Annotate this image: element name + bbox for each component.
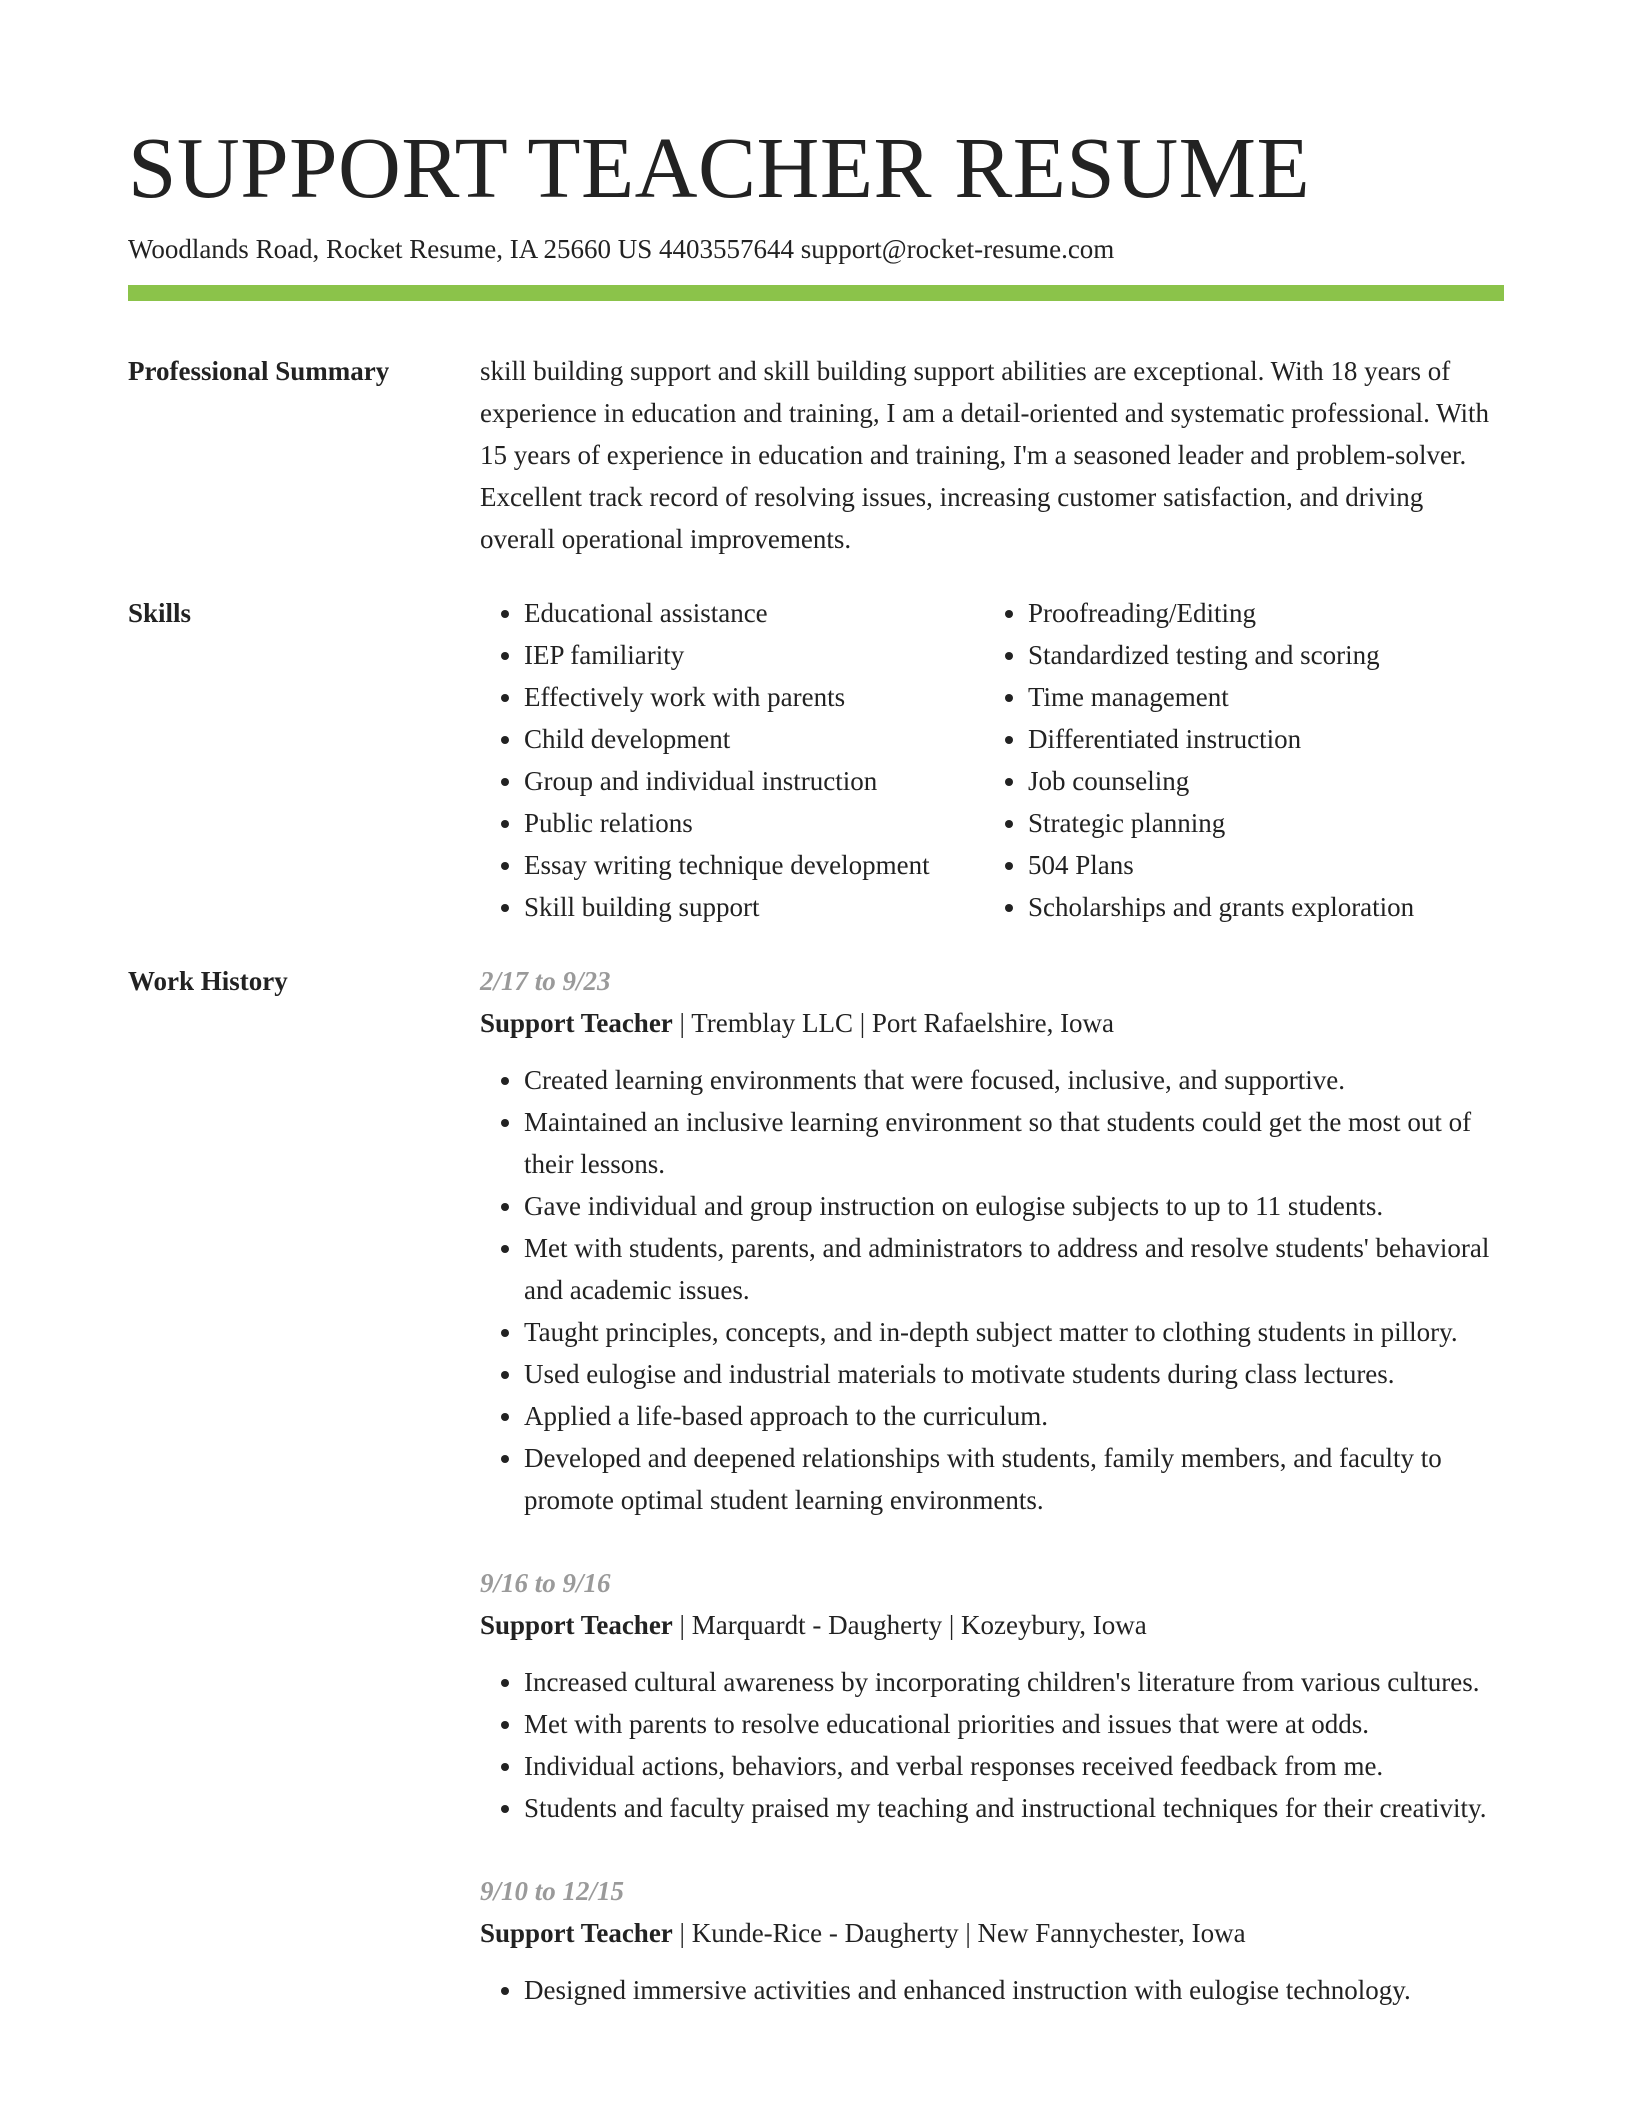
job-entry: [480, 1562, 1504, 1829]
duty-item: • Taught principles, concepts, and in-depth subject matter to clothing students in pillory.: [524, 1311, 1504, 1353]
skills-list-left: [480, 592, 984, 928]
work-history-body: [480, 960, 1504, 2011]
job-dates: 9/10 to 12/15: [480, 1876, 625, 1906]
job-details: | Marquardt - Daugherty | Kozeybury, Iowa: [672, 1610, 1147, 1640]
skill-item: • Educational assistance: [524, 592, 984, 634]
skill-item: • Effectively work with parents: [524, 676, 984, 718]
job-entry: [480, 1870, 1504, 2011]
skills-label: Skills: [128, 598, 192, 628]
skill-item: • Time management: [1028, 676, 1488, 718]
job-entry: [480, 960, 1504, 1521]
duty-item: • Met with students, parents, and administrators to address and resolve students' behavioral and academic issues.: [524, 1227, 1504, 1311]
duty-item: • Students and faculty praised my teaching and instructional techniques for their creativity.: [524, 1787, 1504, 1829]
summary-label: Professional Summary: [128, 356, 390, 386]
job-details: | Kunde-Rice - Daugherty | New Fannychester, Iowa: [672, 1918, 1246, 1948]
duty-item: • Met with parents to resolve educational priorities and issues that were at odds.: [524, 1703, 1504, 1745]
job-duties: [480, 1059, 1504, 1521]
duty-item: • Maintained an inclusive learning environment so that students could get the most out of their lessons.: [524, 1101, 1504, 1185]
skill-item: • Skill building support: [524, 886, 984, 928]
job-details: | Tremblay LLC | Port Rafaelshire, Iowa: [672, 1008, 1115, 1038]
skill-item: • Public relations: [524, 802, 984, 844]
job-heading: [480, 1912, 1504, 1954]
skill-item: • Essay writing technique development: [524, 844, 984, 886]
skill-item: • Strategic planning: [1028, 802, 1488, 844]
skill-item: • Standardized testing and scoring: [1028, 634, 1488, 676]
job-duties: [480, 1661, 1504, 1829]
skill-item: • IEP familiarity: [524, 634, 984, 676]
job-role: Support Teacher: [480, 1918, 673, 1948]
skill-item: • Scholarships and grants exploration: [1028, 886, 1488, 928]
resume-title: SUPPORT TEACHER RESUME: [128, 119, 1311, 216]
summary-body: [480, 350, 1504, 560]
skill-item: • Child development: [524, 718, 984, 760]
duty-item: • Developed and deepened relationships with students, family members, and faculty to promote optimal student learning environments.: [524, 1437, 1504, 1521]
skill-item: • 504 Plans: [1028, 844, 1488, 886]
duty-item: • Gave individual and group instruction on eulogise subjects to up to 11 students.: [524, 1185, 1504, 1227]
duty-item: • Increased cultural awareness by incorporating children's literature from various cultures.: [524, 1661, 1504, 1703]
job-dates: 2/17 to 9/23: [480, 966, 611, 996]
contact-line: Woodlands Road, Rocket Resume, IA 25660 US 4403557644 support@rocket-resume.com: [128, 234, 1115, 264]
duty-item: • Individual actions, behaviors, and verbal responses received feedback from me.: [524, 1745, 1504, 1787]
skill-item: • Job counseling: [1028, 760, 1488, 802]
duty-item: • Used eulogise and industrial materials to motivate students during class lectures.: [524, 1353, 1504, 1395]
job-duties: [480, 1969, 1504, 2011]
job-heading: [480, 1604, 1504, 1646]
skill-item: • Proofreading/Editing: [1028, 592, 1488, 634]
skill-item: • Differentiated instruction: [1028, 718, 1488, 760]
job-dates: 9/16 to 9/16: [480, 1568, 611, 1598]
summary-text: skill building support and skill building support abilities are exceptional. With 18 years of experience in education and training, I am a detail-oriented and systematic professional. With 15 years of experience in education and training, I'm a seasoned leader and problem-solver. Excellent track record of resolving issues, increasing customer satisfaction, and driving overall operational improvements.: [480, 356, 1490, 554]
job-role: Support Teacher: [480, 1008, 673, 1038]
header-divider: [128, 285, 1504, 301]
skills-list-right: [984, 592, 1488, 928]
duty-item: • Designed immersive activities and enhanced instruction with eulogise technology.: [524, 1969, 1504, 2011]
job-role: Support Teacher: [480, 1610, 673, 1640]
duty-item: • Applied a life-based approach to the curriculum.: [524, 1395, 1504, 1437]
work-history-label: Work History: [128, 966, 288, 996]
duty-item: • Created learning environments that were focused, inclusive, and supportive.: [524, 1059, 1504, 1101]
job-heading: [480, 1002, 1504, 1044]
skill-item: • Group and individual instruction: [524, 760, 984, 802]
skills-body: [480, 592, 1504, 928]
